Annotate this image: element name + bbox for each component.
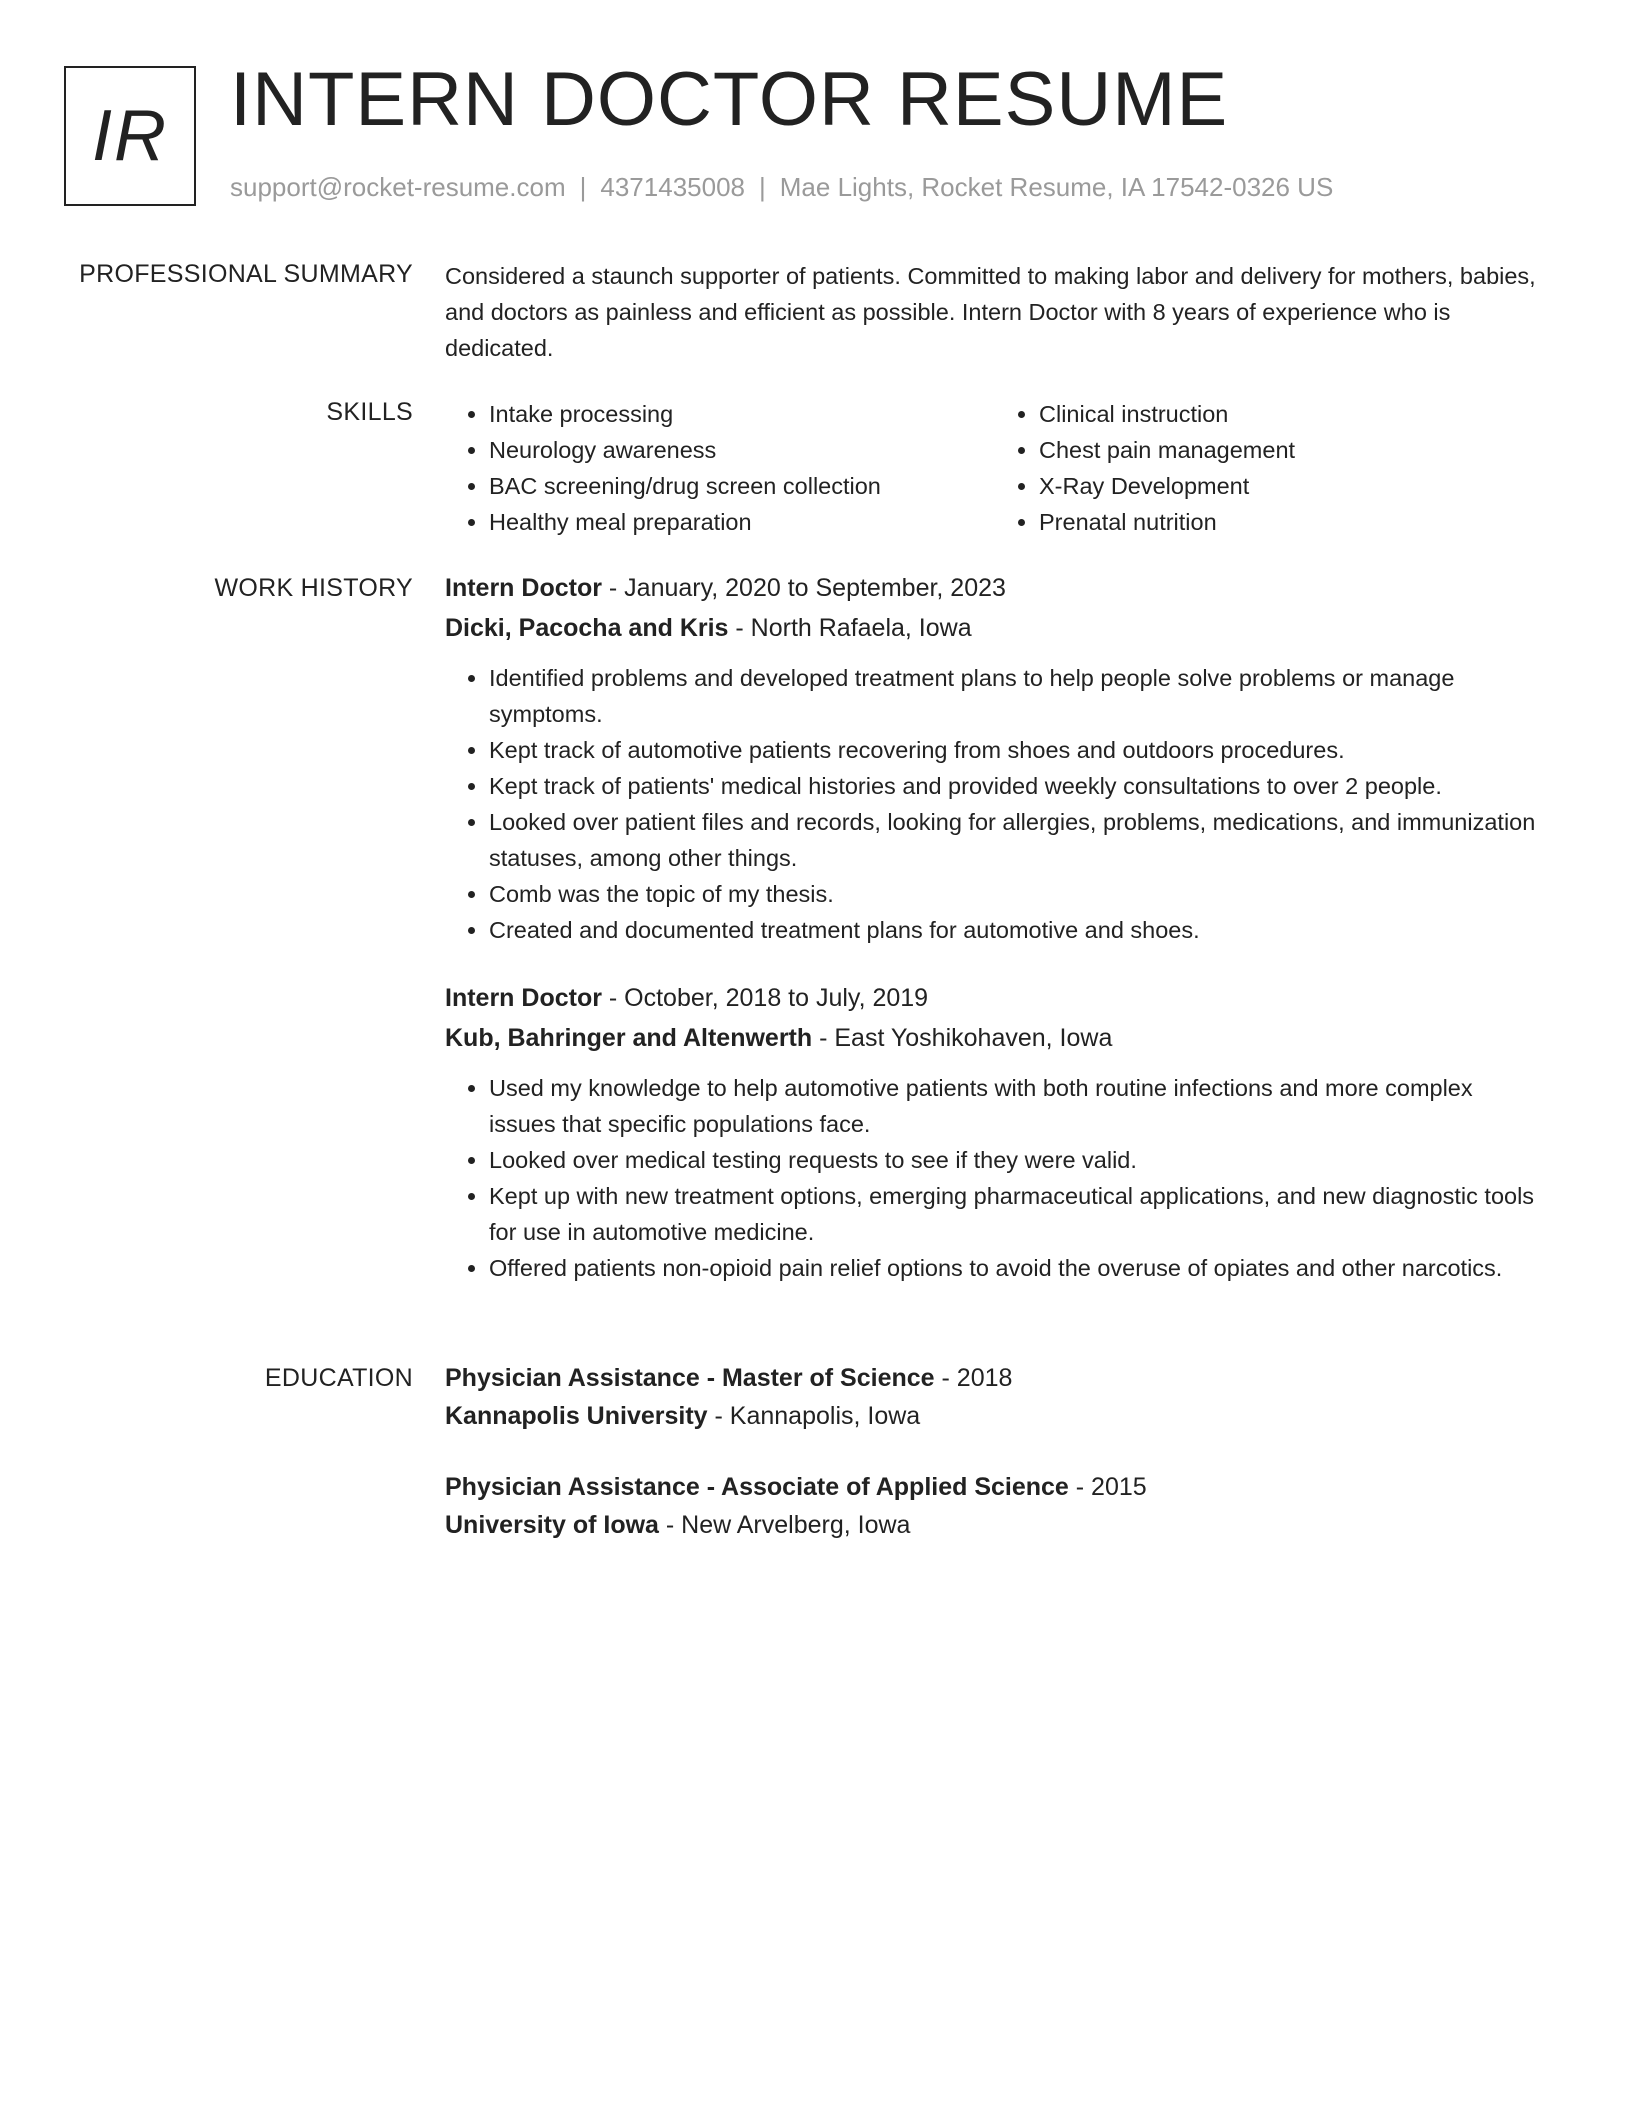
education-entry (445, 1468, 1545, 1544)
summary-heading: PROFESSIONAL SUMMARY (79, 260, 413, 288)
education-degree: Physician Assistance - Master of Science (445, 1364, 935, 1392)
job-location: - North Rafaela, Iowa (728, 614, 972, 642)
job-title-line (445, 568, 1545, 608)
contact-phone: 4371435008 (600, 172, 745, 202)
skills-heading: SKILLS (326, 398, 413, 426)
job-bullet: • Offered patients non-opioid pain relief options to avoid the overuse of opiates and other narcotics. (489, 1250, 1545, 1286)
job-bullet: • Kept track of automotive patients recovering from shoes and outdoors procedures. (489, 732, 1545, 768)
education-location: - Kannapolis, Iowa (707, 1402, 921, 1430)
education-entry (445, 1359, 1545, 1435)
job-bullet: • Identified problems and developed treatment plans to help people solve problems or manage symptoms. (489, 660, 1545, 732)
job-bullet: • Comb was the topic of my thesis. (489, 876, 1545, 912)
job-bullet: • Looked over medical testing requests to see if they were valid. (489, 1142, 1545, 1178)
job-location: - East Yoshikohaven, Iowa (812, 1024, 1113, 1052)
skill-item: • Chest pain management (1039, 432, 1545, 468)
monogram-initials: IR (92, 96, 168, 176)
job-entry (445, 978, 1545, 1286)
education-degree-line (445, 1468, 1545, 1506)
skill-item: • Neurology awareness (489, 432, 995, 468)
skills-column-left (445, 396, 995, 540)
education-body (445, 1359, 1545, 1544)
job-company-line (445, 608, 1545, 648)
skill-item: • Healthy meal preparation (489, 504, 995, 540)
monogram-box (64, 66, 196, 206)
work-history-heading: WORK HISTORY (214, 574, 413, 602)
job-company: Kub, Bahringer and Altenwerth (445, 1024, 813, 1052)
contact-line (230, 172, 1333, 203)
job-bullet: • Kept track of patients' medical histories and provided weekly consultations to over 2 people. (489, 768, 1545, 804)
education-school: University of Iowa (445, 1511, 659, 1539)
job-bullet: • Used my knowledge to help automotive patients with both routine infections and more complex issues that specific populations face. (489, 1070, 1545, 1142)
contact-separator: | (759, 172, 766, 202)
job-title: Intern Doctor (445, 574, 602, 602)
job-company: Dicki, Pacocha and Kris (445, 614, 729, 642)
skills-column-right (995, 396, 1545, 540)
education-location: - New Arvelberg, Iowa (658, 1511, 911, 1539)
skill-item: • Clinical instruction (1039, 396, 1545, 432)
skill-item: • Intake processing (489, 396, 995, 432)
contact-email: support@rocket-resume.com (230, 172, 566, 202)
job-dates: - October, 2018 to July, 2019 (601, 984, 929, 1012)
skill-item: • X-Ray Development (1039, 468, 1545, 504)
education-heading: EDUCATION (264, 1364, 413, 1392)
education-year: - 2018 (934, 1364, 1013, 1392)
education-degree: Physician Assistance - Associate of Applied Science (445, 1473, 1069, 1501)
contact-address: Mae Lights, Rocket Resume, IA 17542-0326 US (779, 172, 1334, 202)
job-bullet: • Kept up with new treatment options, emerging pharmaceutical applications, and new diagnostic tools for use in automotive medicine. (489, 1178, 1545, 1250)
job-bullets (445, 1070, 1545, 1286)
job-dates: - January, 2020 to September, 2023 (601, 574, 1006, 602)
education-school-line (445, 1506, 1545, 1544)
job-title: Intern Doctor (445, 984, 602, 1012)
education-school-line (445, 1397, 1545, 1435)
job-title-line (445, 978, 1545, 1018)
job-company-line (445, 1018, 1545, 1058)
job-bullets (445, 660, 1545, 948)
job-entry (445, 568, 1545, 948)
education-year: - 2015 (1068, 1473, 1147, 1501)
job-bullet: • Created and documented treatment plans for automotive and shoes. (489, 912, 1545, 948)
work-history-body (445, 568, 1545, 1286)
skill-item: • Prenatal nutrition (1039, 504, 1545, 540)
summary-text: Considered a staunch supporter of patients. Committed to making labor and delivery for mothers, babies, and doctors as painless and efficient as possible. Intern Doctor with 8 years of experience who is dedicated. (445, 263, 1536, 361)
education-degree-line (445, 1359, 1545, 1397)
resume-title: INTERN DOCTOR RESUME (230, 57, 1229, 142)
contact-separator: | (579, 172, 587, 202)
skills-list (445, 396, 1545, 540)
skill-item: • BAC screening/drug screen collection (489, 468, 995, 504)
job-bullet: • Looked over patient files and records, looking for allergies, problems, medications, and immunization statuses, among other things. (489, 804, 1545, 876)
education-school: Kannapolis University (445, 1402, 708, 1430)
